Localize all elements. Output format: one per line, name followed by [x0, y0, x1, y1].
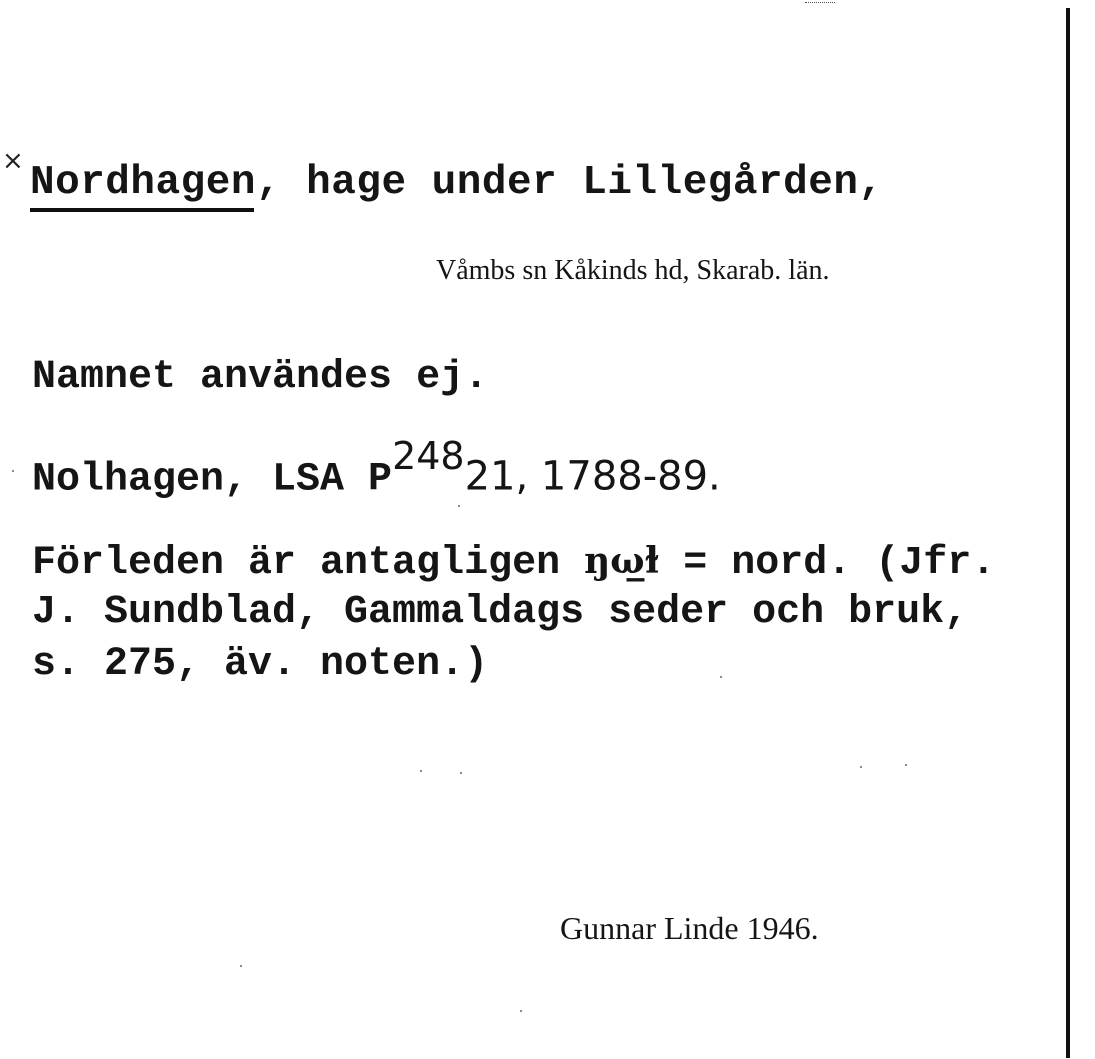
scan-speck	[460, 772, 462, 774]
card-heading	[30, 160, 884, 206]
place-description: , hage under Lillegården,	[255, 160, 884, 206]
scan-mark	[805, 2, 835, 4]
usage-note: Namnet användes ej.	[32, 355, 489, 400]
source-suffix: 21, 1788-89.	[464, 453, 721, 500]
phonetic-transcription: ŋω̲ɫ	[584, 540, 660, 582]
author-signature: Gunnar Linde 1946.	[560, 910, 819, 946]
card-right-edge	[1066, 8, 1070, 1058]
check-mark-icon: ×	[2, 146, 24, 176]
scan-speck	[240, 965, 242, 967]
source-superscript: 248	[392, 434, 465, 478]
scan-speck	[905, 764, 907, 766]
etymology-line-3: s. 275, äv. noten.)	[32, 642, 489, 687]
place-name: Nordhagen	[30, 160, 256, 206]
scan-speck	[420, 770, 422, 772]
scan-speck	[12, 470, 14, 472]
scan-speck	[520, 1010, 522, 1012]
source-reference	[32, 434, 721, 503]
scan-speck	[720, 676, 722, 678]
source-prefix: Nolhagen, LSA P	[32, 457, 393, 503]
scan-speck	[458, 505, 460, 507]
location-line: Våmbs sn Kåkinds hd, Skarab. län.	[436, 255, 830, 286]
scan-speck	[860, 766, 862, 768]
etymology-line-2: J. Sundblad, Gammaldags seder och bruk,	[32, 590, 969, 635]
etymology-prefix: Förleden är antagligen	[32, 541, 585, 586]
etymology-line-1	[32, 540, 995, 586]
etymology-suffix: = nord. (Jfr.	[659, 541, 996, 586]
